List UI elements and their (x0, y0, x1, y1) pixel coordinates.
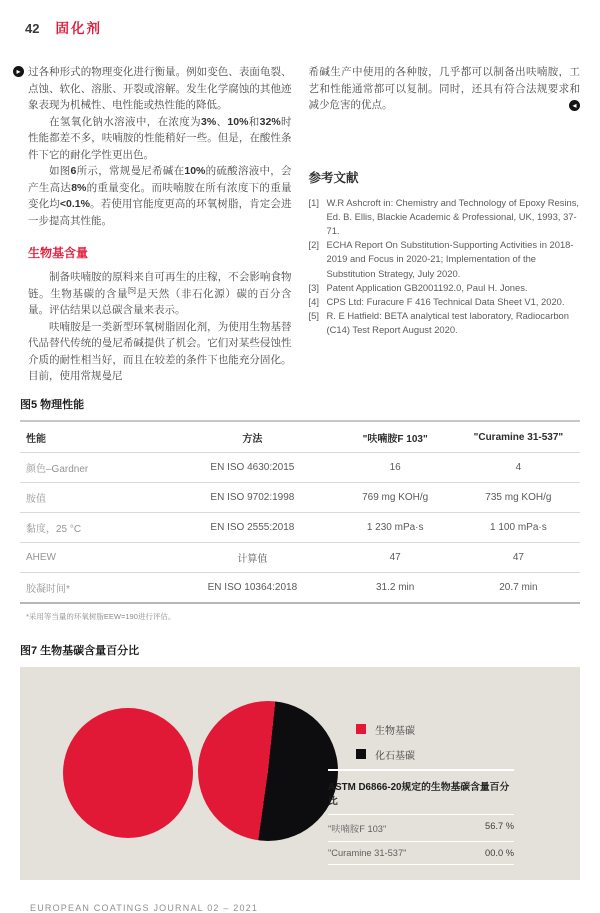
text-run: 制备呋喃胺的原料来自可再生的庄稼，不会影响食物链。生物基碳的含量 (28, 271, 292, 300)
text-run: 所示，常规曼尼希碱在 (76, 165, 185, 177)
table-cell: 颜色–Gardner (20, 452, 171, 482)
table-cell: 胺值 (20, 482, 171, 512)
journal-footer: EUROPEAN COATINGS JOURNAL 02 – 2021 (30, 902, 259, 913)
text-run: 10% (184, 165, 206, 177)
right-column (309, 64, 581, 385)
table-cell: EN ISO 10364:2018 (171, 572, 333, 603)
paragraph (28, 269, 292, 319)
text-run: 8% (71, 181, 87, 194)
text-run: 呋喃胺是一类新型环氧树脂固化剂，为使用生物基替代品替代传统的曼尼希碱提供了机会。它们对某些侵蚀性介质的耐性相当好，而且在较差的条件下也能充分固化。目前，使用常规曼尼 (28, 320, 292, 382)
paragraph (309, 64, 581, 114)
table-cell: 1 230 mPa·s (334, 512, 457, 542)
table-cell: 47 (334, 542, 457, 572)
paragraph (28, 319, 292, 385)
legend-label: 生物基碳 (375, 725, 415, 737)
table-column-header: "Curamine 31-537" (457, 421, 580, 453)
reference-item (309, 281, 581, 295)
astm-row-value: 00.0 % (485, 847, 514, 858)
table-cell: 16 (334, 452, 457, 482)
table-header-row (20, 421, 580, 453)
table-row (20, 482, 580, 512)
right-column-paragraphs (309, 64, 581, 114)
paragraph (28, 163, 292, 229)
reference-text: ECHA Report On Substitution-Supporting Activities in 2018-2019 and Focus in 2020-21; Implementation of the Substitution Strategy, July 2020. (326, 239, 574, 279)
pie-chart-left (63, 708, 193, 838)
astm-results-table (328, 769, 514, 865)
table-cell: 31.2 min (334, 572, 457, 603)
left-column (16, 64, 292, 385)
legend-item (356, 747, 415, 762)
legend-swatch-icon (356, 749, 366, 759)
left-column-paragraphs (16, 64, 292, 229)
text-run: 10% (227, 115, 249, 128)
reference-number: [5] (308, 310, 319, 322)
left-column-paragraphs-2 (28, 269, 292, 385)
reference-item (309, 238, 581, 281)
reference-number: [3] (308, 281, 319, 293)
pie-chart-right (198, 701, 338, 841)
astm-row (328, 841, 514, 864)
table-cell: EN ISO 9702:1998 (171, 482, 333, 512)
table-cell: 1 100 mPa·s (457, 512, 580, 542)
table-row (20, 452, 580, 482)
table-cell: EN ISO 2555:2018 (171, 512, 333, 542)
table-cell: EN ISO 4630:2015 (171, 452, 333, 482)
reference-superscript: [5] (128, 287, 136, 294)
table-cell: 769 mg KOH/g (334, 482, 457, 512)
physical-properties-table (20, 420, 580, 604)
table-footnote: *采用等当量的环氧树脂EEW=190进行评估。 (26, 611, 176, 621)
text-run: 希碱生产中使用的各种胺，几乎都可以制备出呋喃胺，工艺和性能通常都可以复制。同时，还具有符合法规要求和减少危害的优点。 (308, 66, 580, 111)
references-list (309, 196, 581, 338)
legend-item (356, 722, 415, 737)
reference-text: R. E Hatfield: BETA analytical test laboratory, Radiocarbon (C14) Test Report August 2020. (326, 310, 569, 336)
text-run: 3% (201, 115, 217, 128)
text-run: 的硫酸溶液中，会产生高达 (28, 165, 292, 194)
text-run: <0.1% (59, 198, 90, 210)
astm-table-header: ASTM D6866-20规定的生物基碳含量百分比 (328, 781, 510, 807)
reference-item (309, 295, 581, 309)
text-run: 如图 (49, 165, 71, 177)
table-cell: 47 (457, 542, 580, 572)
table-cell: AHEW (20, 542, 171, 572)
table-column-header: 性能 (20, 421, 171, 453)
continuation-arrow-left-icon: ◂ (569, 100, 580, 111)
legend-label: 化石基碳 (375, 750, 415, 762)
text-run: 。若使用官能度更高的环氧树脂，肯定会进一步提高其性能。 (28, 198, 292, 227)
reference-number: [1] (308, 196, 319, 208)
page-header (20, 0, 580, 37)
legend-swatch-icon (356, 724, 366, 734)
reference-text: Patent Application GB2001192.0, Paul H. Jones. (326, 281, 528, 293)
text-run: 时性能都差不多，呋喃胺的性能稍好一些。但是，在酸性条件下它的耐化学性更出色。 (28, 115, 292, 161)
paragraph (16, 64, 292, 114)
chart-legend (356, 722, 415, 772)
figure7-title: 图7 生物基碳含量百分比 (20, 644, 140, 657)
table-cell: 735 mg KOH/g (457, 482, 580, 512)
text-run: 是天然（非石化源）碳的百分含量。评估结果以总碳含量来表示。 (28, 287, 292, 316)
page-number: 42 (25, 21, 40, 36)
text-run: 和 (248, 115, 260, 128)
references-block (309, 168, 581, 338)
section-kicker: 固化剂 (55, 21, 102, 36)
paragraph (28, 114, 292, 164)
text-run: 在氢氧化钠水溶液中，在浓度为 (49, 115, 201, 128)
table-cell: 胶凝时间* (20, 572, 171, 603)
astm-row (328, 814, 514, 841)
table-cell: 黏度，25 °C (20, 512, 171, 542)
table-column-header: "呋喃胺F 103" (334, 421, 457, 453)
table-cell: 计算值 (171, 542, 333, 572)
table-row (20, 512, 580, 542)
astm-row-label: "Curamine 31-537" (328, 847, 407, 858)
reference-text: W.R Ashcroft in: Chemistry and Technology of Epoxy Resins, Ed. B. Ellis, Blackie Academic & Professional, UK, 1993, 37-71. (326, 196, 580, 236)
text-run: 32% (259, 115, 281, 128)
text-run: 的重量变化。而呋喃胺在所有浓度下的重量变化均 (28, 181, 292, 210)
table-column-header: 方法 (171, 421, 333, 453)
astm-row-value: 56.7 % (485, 820, 514, 831)
figure7-chart-panel (20, 667, 580, 880)
table-row (20, 572, 580, 603)
astm-table-rows (328, 814, 514, 864)
table-row (20, 542, 580, 572)
article-columns (16, 64, 580, 385)
table-cell: 20.7 min (457, 572, 580, 603)
reference-text: CPS Ltd: Furacure F 416 Technical Data Sheet V1, 2020. (326, 295, 565, 307)
text-run: 过各种形式的物理变化进行衡量。例如变色、表面龟裂、点蚀、软化、溶胀、开裂或溶解。发生化学腐蚀的其他迹象表现为机械性、电性能或热性能的降低。 (28, 66, 292, 111)
table-cell: 4 (457, 452, 580, 482)
text-run: 6 (70, 165, 77, 177)
continuation-arrow-right-icon: ▸ (13, 66, 24, 77)
text-run: 、 (216, 115, 228, 128)
references-title: 参考文献 (308, 170, 359, 185)
astm-row-label: "呋喃胺F 103" (328, 823, 387, 834)
section-heading-bio-content: 生物基含量 (28, 246, 89, 260)
reference-number: [2] (308, 239, 319, 251)
reference-item (309, 309, 581, 337)
figure5-title: 图5 物理性能 (20, 398, 85, 411)
reference-number: [4] (308, 295, 319, 307)
reference-item (309, 196, 581, 239)
